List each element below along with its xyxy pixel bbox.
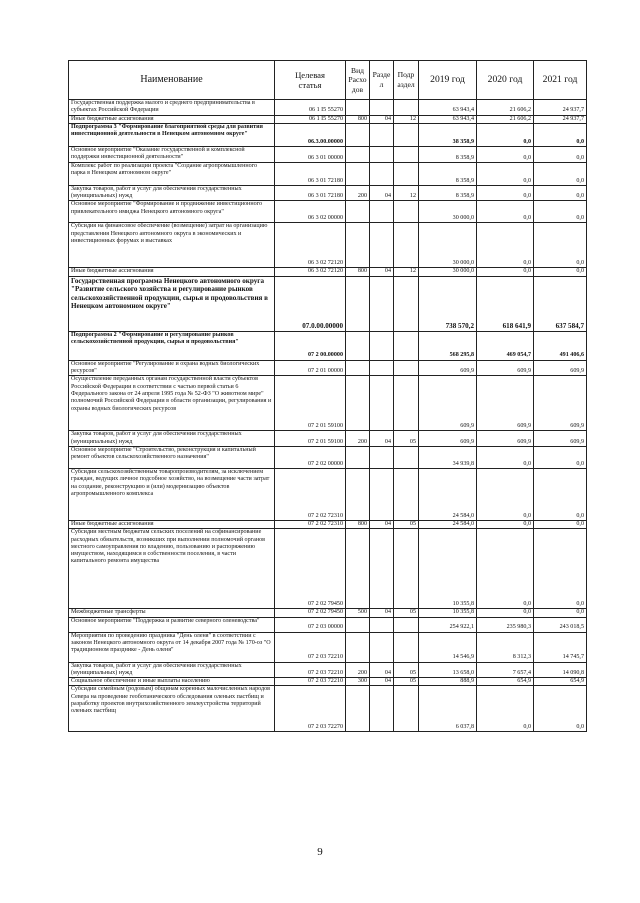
row-amount-2019: 30 000,0 bbox=[419, 201, 477, 223]
row-name: Социальное обеспечение и иные выплаты населению bbox=[69, 678, 275, 686]
row-section bbox=[370, 276, 394, 331]
row-amount-2021: 14 745,7 bbox=[534, 632, 587, 662]
row-amount-2019: 8 358,9 bbox=[419, 162, 477, 185]
row-amount-2020: 609,9 bbox=[477, 431, 534, 447]
header-year-2021: 2021 год bbox=[534, 61, 587, 100]
row-target-article: 07 2 01 00000 bbox=[275, 360, 346, 376]
header-row bbox=[69, 61, 587, 100]
row-expense-type: 500 bbox=[346, 609, 370, 617]
row-section bbox=[370, 223, 394, 268]
row-amount-2020: 0,0 bbox=[477, 446, 534, 468]
row-name: Межбюджетные трансферты bbox=[69, 609, 275, 617]
row-name: Мероприятия по проведению праздника "День оленя" в соответствии с законом Ненецкого автономного округа от 14 декабря 2007 года № 170-оз "О традиционном празднике - День оленя" bbox=[69, 632, 275, 662]
row-subsection: 05 bbox=[394, 520, 419, 528]
table-row bbox=[69, 223, 587, 268]
row-subsection: 05 bbox=[394, 678, 419, 686]
row-expense-type: 800 bbox=[346, 520, 370, 528]
table-row bbox=[69, 100, 587, 116]
row-section bbox=[370, 617, 394, 632]
row-amount-2020: 0,0 bbox=[477, 268, 534, 276]
row-section bbox=[370, 446, 394, 468]
row-subsection bbox=[394, 331, 419, 360]
row-amount-2020: 0,0 bbox=[477, 468, 534, 520]
header-target-article: Целевая статья bbox=[275, 61, 346, 100]
row-expense-type bbox=[346, 162, 370, 185]
row-amount-2021: 0,0 bbox=[534, 529, 587, 609]
row-name: Субсидия на финансовое обеспечение (возмещение) затрат на организацию представления Ненецкого автономного округа в экономических и инвестиционных форумах и выставках bbox=[69, 223, 275, 268]
budget-table-container bbox=[68, 60, 586, 732]
row-target-article: 07 2 03 72210 bbox=[275, 678, 346, 686]
table-row bbox=[69, 520, 587, 528]
row-amount-2020: 0,0 bbox=[477, 520, 534, 528]
row-amount-2019: 63 943,4 bbox=[419, 115, 477, 123]
table-row bbox=[69, 185, 587, 201]
row-amount-2021: 0,0 bbox=[534, 268, 587, 276]
row-amount-2020: 618 641,9 bbox=[477, 276, 534, 331]
row-name: Иные бюджетные ассигнования bbox=[69, 520, 275, 528]
row-expense-type bbox=[346, 201, 370, 223]
row-amount-2020: 0,0 bbox=[477, 185, 534, 201]
row-name: Государственная программа Ненецкого автономного округа "Развитие сельского хозяйства и регулирование рынков сельскохозяйственной продукции, сырья и продовольствия в Ненецком автономном округе" bbox=[69, 276, 275, 331]
row-name: Иные бюджетные ассигнования bbox=[69, 115, 275, 123]
row-amount-2020: 8 312,3 bbox=[477, 632, 534, 662]
row-amount-2020: 609,9 bbox=[477, 376, 534, 431]
row-subsection: 12 bbox=[394, 185, 419, 201]
table-row bbox=[69, 529, 587, 609]
row-subsection bbox=[394, 162, 419, 185]
row-expense-type: 300 bbox=[346, 678, 370, 686]
row-amount-2019: 568 295,8 bbox=[419, 331, 477, 360]
row-name: Осуществление переданных органам государственной власти субъектов Российской Федерации в соответствии с частью первой статьи 6 Федерального закона от 24 апреля 1995 года № 52-ФЗ "О животном мире" полномочий Российской Федерации в области организации, регулирования и охраны водных биологических ресурсов bbox=[69, 376, 275, 431]
row-target-article: 07 2 03 00000 bbox=[275, 617, 346, 632]
row-target-article: 06 3 01 72180 bbox=[275, 162, 346, 185]
row-section bbox=[370, 376, 394, 431]
row-amount-2020: 0,0 bbox=[477, 223, 534, 268]
row-expense-type: 800 bbox=[346, 268, 370, 276]
row-amount-2020: 235 980,3 bbox=[477, 617, 534, 632]
row-expense-type bbox=[346, 146, 370, 162]
row-section: 04 bbox=[370, 115, 394, 123]
row-amount-2021: 609,9 bbox=[534, 431, 587, 447]
table-row bbox=[69, 360, 587, 376]
row-amount-2019: 254 922,1 bbox=[419, 617, 477, 632]
row-expense-type bbox=[346, 468, 370, 520]
row-subsection bbox=[394, 276, 419, 331]
row-amount-2020: 469 054,7 bbox=[477, 331, 534, 360]
row-section bbox=[370, 100, 394, 116]
row-target-article: 06 3 02 00000 bbox=[275, 201, 346, 223]
row-target-article: 06 3 01 00000 bbox=[275, 146, 346, 162]
row-section bbox=[370, 360, 394, 376]
row-section bbox=[370, 468, 394, 520]
row-amount-2021: 0,0 bbox=[534, 609, 587, 617]
row-section bbox=[370, 162, 394, 185]
row-section: 04 bbox=[370, 662, 394, 678]
row-amount-2021: 243 018,5 bbox=[534, 617, 587, 632]
row-subsection bbox=[394, 146, 419, 162]
row-expense-type: 800 bbox=[346, 115, 370, 123]
row-expense-type: 200 bbox=[346, 185, 370, 201]
row-amount-2020: 0,0 bbox=[477, 123, 534, 146]
table-row bbox=[69, 276, 587, 331]
header-subsection: Подр аздел bbox=[394, 61, 419, 100]
row-amount-2019: 8 358,9 bbox=[419, 185, 477, 201]
row-target-article: 07 2 01 59100 bbox=[275, 431, 346, 447]
row-amount-2020: 21 606,2 bbox=[477, 115, 534, 123]
row-section bbox=[370, 146, 394, 162]
row-target-article: 06 1 I5 55270 bbox=[275, 115, 346, 123]
row-amount-2020: 21 606,2 bbox=[477, 100, 534, 116]
row-section: 04 bbox=[370, 431, 394, 447]
row-subsection bbox=[394, 446, 419, 468]
row-subsection: 12 bbox=[394, 115, 419, 123]
row-amount-2019: 30 000,0 bbox=[419, 268, 477, 276]
row-amount-2021: 609,9 bbox=[534, 376, 587, 431]
row-amount-2021: 609,9 bbox=[534, 360, 587, 376]
table-row bbox=[69, 446, 587, 468]
row-name: Закупка товаров, работ и услуг для обеспечения государственных (муниципальных) нужд bbox=[69, 662, 275, 678]
row-name: Субсидии сельскохозяйственным товаропроизводителям, за исключением граждан, ведущих личное подсобное хозяйство, на возмещение части затрат на создание, реконструкцию и (или) модернизацию объектов агропромышленного комплекса bbox=[69, 468, 275, 520]
table-row bbox=[69, 162, 587, 185]
header-expense-type: Вид Расхо дов bbox=[346, 61, 370, 100]
table-row bbox=[69, 686, 587, 732]
row-section bbox=[370, 632, 394, 662]
row-target-article: 06 3 02 72120 bbox=[275, 223, 346, 268]
row-amount-2020: 7 657,4 bbox=[477, 662, 534, 678]
row-subsection: 05 bbox=[394, 662, 419, 678]
row-section bbox=[370, 686, 394, 732]
row-amount-2020: 654,9 bbox=[477, 678, 534, 686]
row-name: Комплекс работ по реализации проекта "Создание агропромышленного парка в Ненецком автономном округе" bbox=[69, 162, 275, 185]
table-row bbox=[69, 617, 587, 632]
row-amount-2020: 0,0 bbox=[477, 529, 534, 609]
row-amount-2019: 609,9 bbox=[419, 431, 477, 447]
row-amount-2021: 24 937,7 bbox=[534, 100, 587, 116]
row-amount-2019: 888,9 bbox=[419, 678, 477, 686]
table-row bbox=[69, 115, 587, 123]
row-amount-2019: 24 584,0 bbox=[419, 468, 477, 520]
header-year-2020: 2020 год bbox=[477, 61, 534, 100]
row-name: Подпрограмма 3 "Формирование благоприятной среды для развития инвестиционной деятельности в Ненецком автономном округе" bbox=[69, 123, 275, 146]
row-amount-2019: 10 355,8 bbox=[419, 609, 477, 617]
row-amount-2019: 738 570,2 bbox=[419, 276, 477, 331]
row-target-article: 06.3.00.00000 bbox=[275, 123, 346, 146]
row-section: 04 bbox=[370, 520, 394, 528]
table-row bbox=[69, 468, 587, 520]
page-number: 9 bbox=[317, 846, 323, 858]
row-target-article: 07 2 01 59100 bbox=[275, 376, 346, 431]
table-row bbox=[69, 146, 587, 162]
budget-table bbox=[68, 60, 587, 732]
row-subsection bbox=[394, 529, 419, 609]
table-row bbox=[69, 376, 587, 431]
table-row bbox=[69, 662, 587, 678]
row-target-article: 07 2 00.00000 bbox=[275, 331, 346, 360]
row-section: 04 bbox=[370, 609, 394, 617]
row-subsection bbox=[394, 123, 419, 146]
row-expense-type bbox=[346, 376, 370, 431]
row-subsection: 12 bbox=[394, 268, 419, 276]
row-name: Подпрограмма 2 "Формирование и регулирование рынков сельскохозяйственной продукции, сырья и продовольствия" bbox=[69, 331, 275, 360]
row-expense-type bbox=[346, 276, 370, 331]
row-section: 04 bbox=[370, 185, 394, 201]
row-amount-2021: 0,0 bbox=[534, 223, 587, 268]
table-row bbox=[69, 678, 587, 686]
row-amount-2019: 30 000,0 bbox=[419, 223, 477, 268]
row-subsection bbox=[394, 100, 419, 116]
row-name: Основное мероприятие "Поддержка и развитие северного оленеводства" bbox=[69, 617, 275, 632]
row-amount-2019: 14 546,9 bbox=[419, 632, 477, 662]
table-row bbox=[69, 201, 587, 223]
header-section: Разде л bbox=[370, 61, 394, 100]
row-section bbox=[370, 331, 394, 360]
row-subsection bbox=[394, 632, 419, 662]
row-subsection bbox=[394, 617, 419, 632]
row-amount-2021: 0,0 bbox=[534, 446, 587, 468]
row-target-article: 06 3 01 72180 bbox=[275, 185, 346, 201]
row-amount-2019: 8 358,9 bbox=[419, 146, 477, 162]
row-target-article: 06 3 02 72120 bbox=[275, 268, 346, 276]
row-expense-type: 200 bbox=[346, 662, 370, 678]
row-subsection bbox=[394, 686, 419, 732]
row-amount-2021: 637 584,7 bbox=[534, 276, 587, 331]
row-amount-2020: 0,0 bbox=[477, 201, 534, 223]
row-expense-type bbox=[346, 123, 370, 146]
row-amount-2020: 0,0 bbox=[477, 162, 534, 185]
row-target-article: 07 2 02 79450 bbox=[275, 609, 346, 617]
table-row bbox=[69, 268, 587, 276]
row-target-article: 07 2 03 72270 bbox=[275, 686, 346, 732]
row-name: Закупка товаров, работ и услуг для обеспечения государственных (муниципальных) нужд bbox=[69, 185, 275, 201]
table-row bbox=[69, 609, 587, 617]
row-subsection: 05 bbox=[394, 431, 419, 447]
row-target-article: 07 2 02 72310 bbox=[275, 520, 346, 528]
table-row bbox=[69, 632, 587, 662]
row-subsection bbox=[394, 376, 419, 431]
row-amount-2020: 609,9 bbox=[477, 360, 534, 376]
row-expense-type bbox=[346, 632, 370, 662]
row-target-article: 07 2 02 79450 bbox=[275, 529, 346, 609]
row-amount-2021: 0,0 bbox=[534, 686, 587, 732]
row-name: Иные бюджетные ассигнования bbox=[69, 268, 275, 276]
row-expense-type bbox=[346, 686, 370, 732]
header-name: Наименование bbox=[69, 61, 275, 100]
row-amount-2019: 609,9 bbox=[419, 360, 477, 376]
row-amount-2019: 13 658,0 bbox=[419, 662, 477, 678]
row-name: Основное мероприятие "Оказание государственной и комплексной поддержки инвестиционной деятельности" bbox=[69, 146, 275, 162]
row-name: Субсидии семейным (родовым) общинам коренных малочисленных народов Севера на проведение геоботанического обследования оленьих пастбищ и разработку проектов внутрихозяйственного землеустройства территорий оленьих пастбищ bbox=[69, 686, 275, 732]
row-target-article: 07 2 03 72210 bbox=[275, 632, 346, 662]
row-target-article: 07 2 02 72310 bbox=[275, 468, 346, 520]
row-expense-type bbox=[346, 331, 370, 360]
row-target-article: 07.0.00.00000 bbox=[275, 276, 346, 331]
row-section bbox=[370, 201, 394, 223]
row-amount-2021: 0,0 bbox=[534, 185, 587, 201]
row-target-article: 06 1 I5 55270 bbox=[275, 100, 346, 116]
row-name: Субсидии местным бюджетам сельских поселений на софинансирование расходных обязательств, возникших при выполнении полномочий органов местного самоуправления по владению, пользованию и распоряжению имуществом, находящимся в собственности поселения, в части капитального ремонта имущества bbox=[69, 529, 275, 609]
row-expense-type: 200 bbox=[346, 431, 370, 447]
row-amount-2019: 24 584,0 bbox=[419, 520, 477, 528]
row-amount-2019: 10 355,8 bbox=[419, 529, 477, 609]
row-expense-type bbox=[346, 529, 370, 609]
row-name: Основное мероприятие "Формирование и продвижение инвестиционного привлекательного имиджа Ненецкого автономного округа" bbox=[69, 201, 275, 223]
row-amount-2021: 0,0 bbox=[534, 468, 587, 520]
row-subsection bbox=[394, 360, 419, 376]
row-amount-2021: 0,0 bbox=[534, 520, 587, 528]
row-subsection bbox=[394, 201, 419, 223]
row-amount-2019: 609,9 bbox=[419, 376, 477, 431]
row-amount-2021: 24 937,7 bbox=[534, 115, 587, 123]
row-section bbox=[370, 529, 394, 609]
row-amount-2021: 0,0 bbox=[534, 123, 587, 146]
row-amount-2019: 34 939,8 bbox=[419, 446, 477, 468]
row-subsection bbox=[394, 468, 419, 520]
row-expense-type bbox=[346, 223, 370, 268]
row-name: Закупка товаров, работ и услуг для обеспечения государственных (муниципальных) нужд bbox=[69, 431, 275, 447]
row-section bbox=[370, 123, 394, 146]
row-section: 04 bbox=[370, 268, 394, 276]
table-row bbox=[69, 331, 587, 360]
row-expense-type bbox=[346, 100, 370, 116]
row-amount-2020: 0,0 bbox=[477, 609, 534, 617]
table-row bbox=[69, 431, 587, 447]
row-target-article: 07 2 03 72210 bbox=[275, 662, 346, 678]
row-name: Основное мероприятие "Регулирование и охрана водных биологических ресурсов" bbox=[69, 360, 275, 376]
row-expense-type bbox=[346, 360, 370, 376]
row-amount-2021: 14 090,8 bbox=[534, 662, 587, 678]
row-amount-2020: 0,0 bbox=[477, 146, 534, 162]
row-expense-type bbox=[346, 617, 370, 632]
row-subsection: 05 bbox=[394, 609, 419, 617]
row-amount-2021: 491 406,6 bbox=[534, 331, 587, 360]
row-section: 04 bbox=[370, 678, 394, 686]
row-subsection bbox=[394, 223, 419, 268]
row-amount-2021: 0,0 bbox=[534, 146, 587, 162]
row-expense-type bbox=[346, 446, 370, 468]
row-amount-2021: 0,0 bbox=[534, 201, 587, 223]
table-body bbox=[69, 100, 587, 732]
row-amount-2021: 654,9 bbox=[534, 678, 587, 686]
row-name: Государственная поддержка малого и среднего предпринимательства в субъектах Российской Федерации bbox=[69, 100, 275, 116]
row-target-article: 07 2 02 00000 bbox=[275, 446, 346, 468]
row-amount-2019: 38 358,9 bbox=[419, 123, 477, 146]
row-name: Основное мероприятие "Строительство, реконструкция и капитальный ремонт объектов сельскохозяйственного назначения" bbox=[69, 446, 275, 468]
row-amount-2019: 63 943,4 bbox=[419, 100, 477, 116]
header-year-2019: 2019 год bbox=[419, 61, 477, 100]
table-row bbox=[69, 123, 587, 146]
row-amount-2021: 0,0 bbox=[534, 162, 587, 185]
row-amount-2020: 0,0 bbox=[477, 686, 534, 732]
row-amount-2019: 6 037,8 bbox=[419, 686, 477, 732]
